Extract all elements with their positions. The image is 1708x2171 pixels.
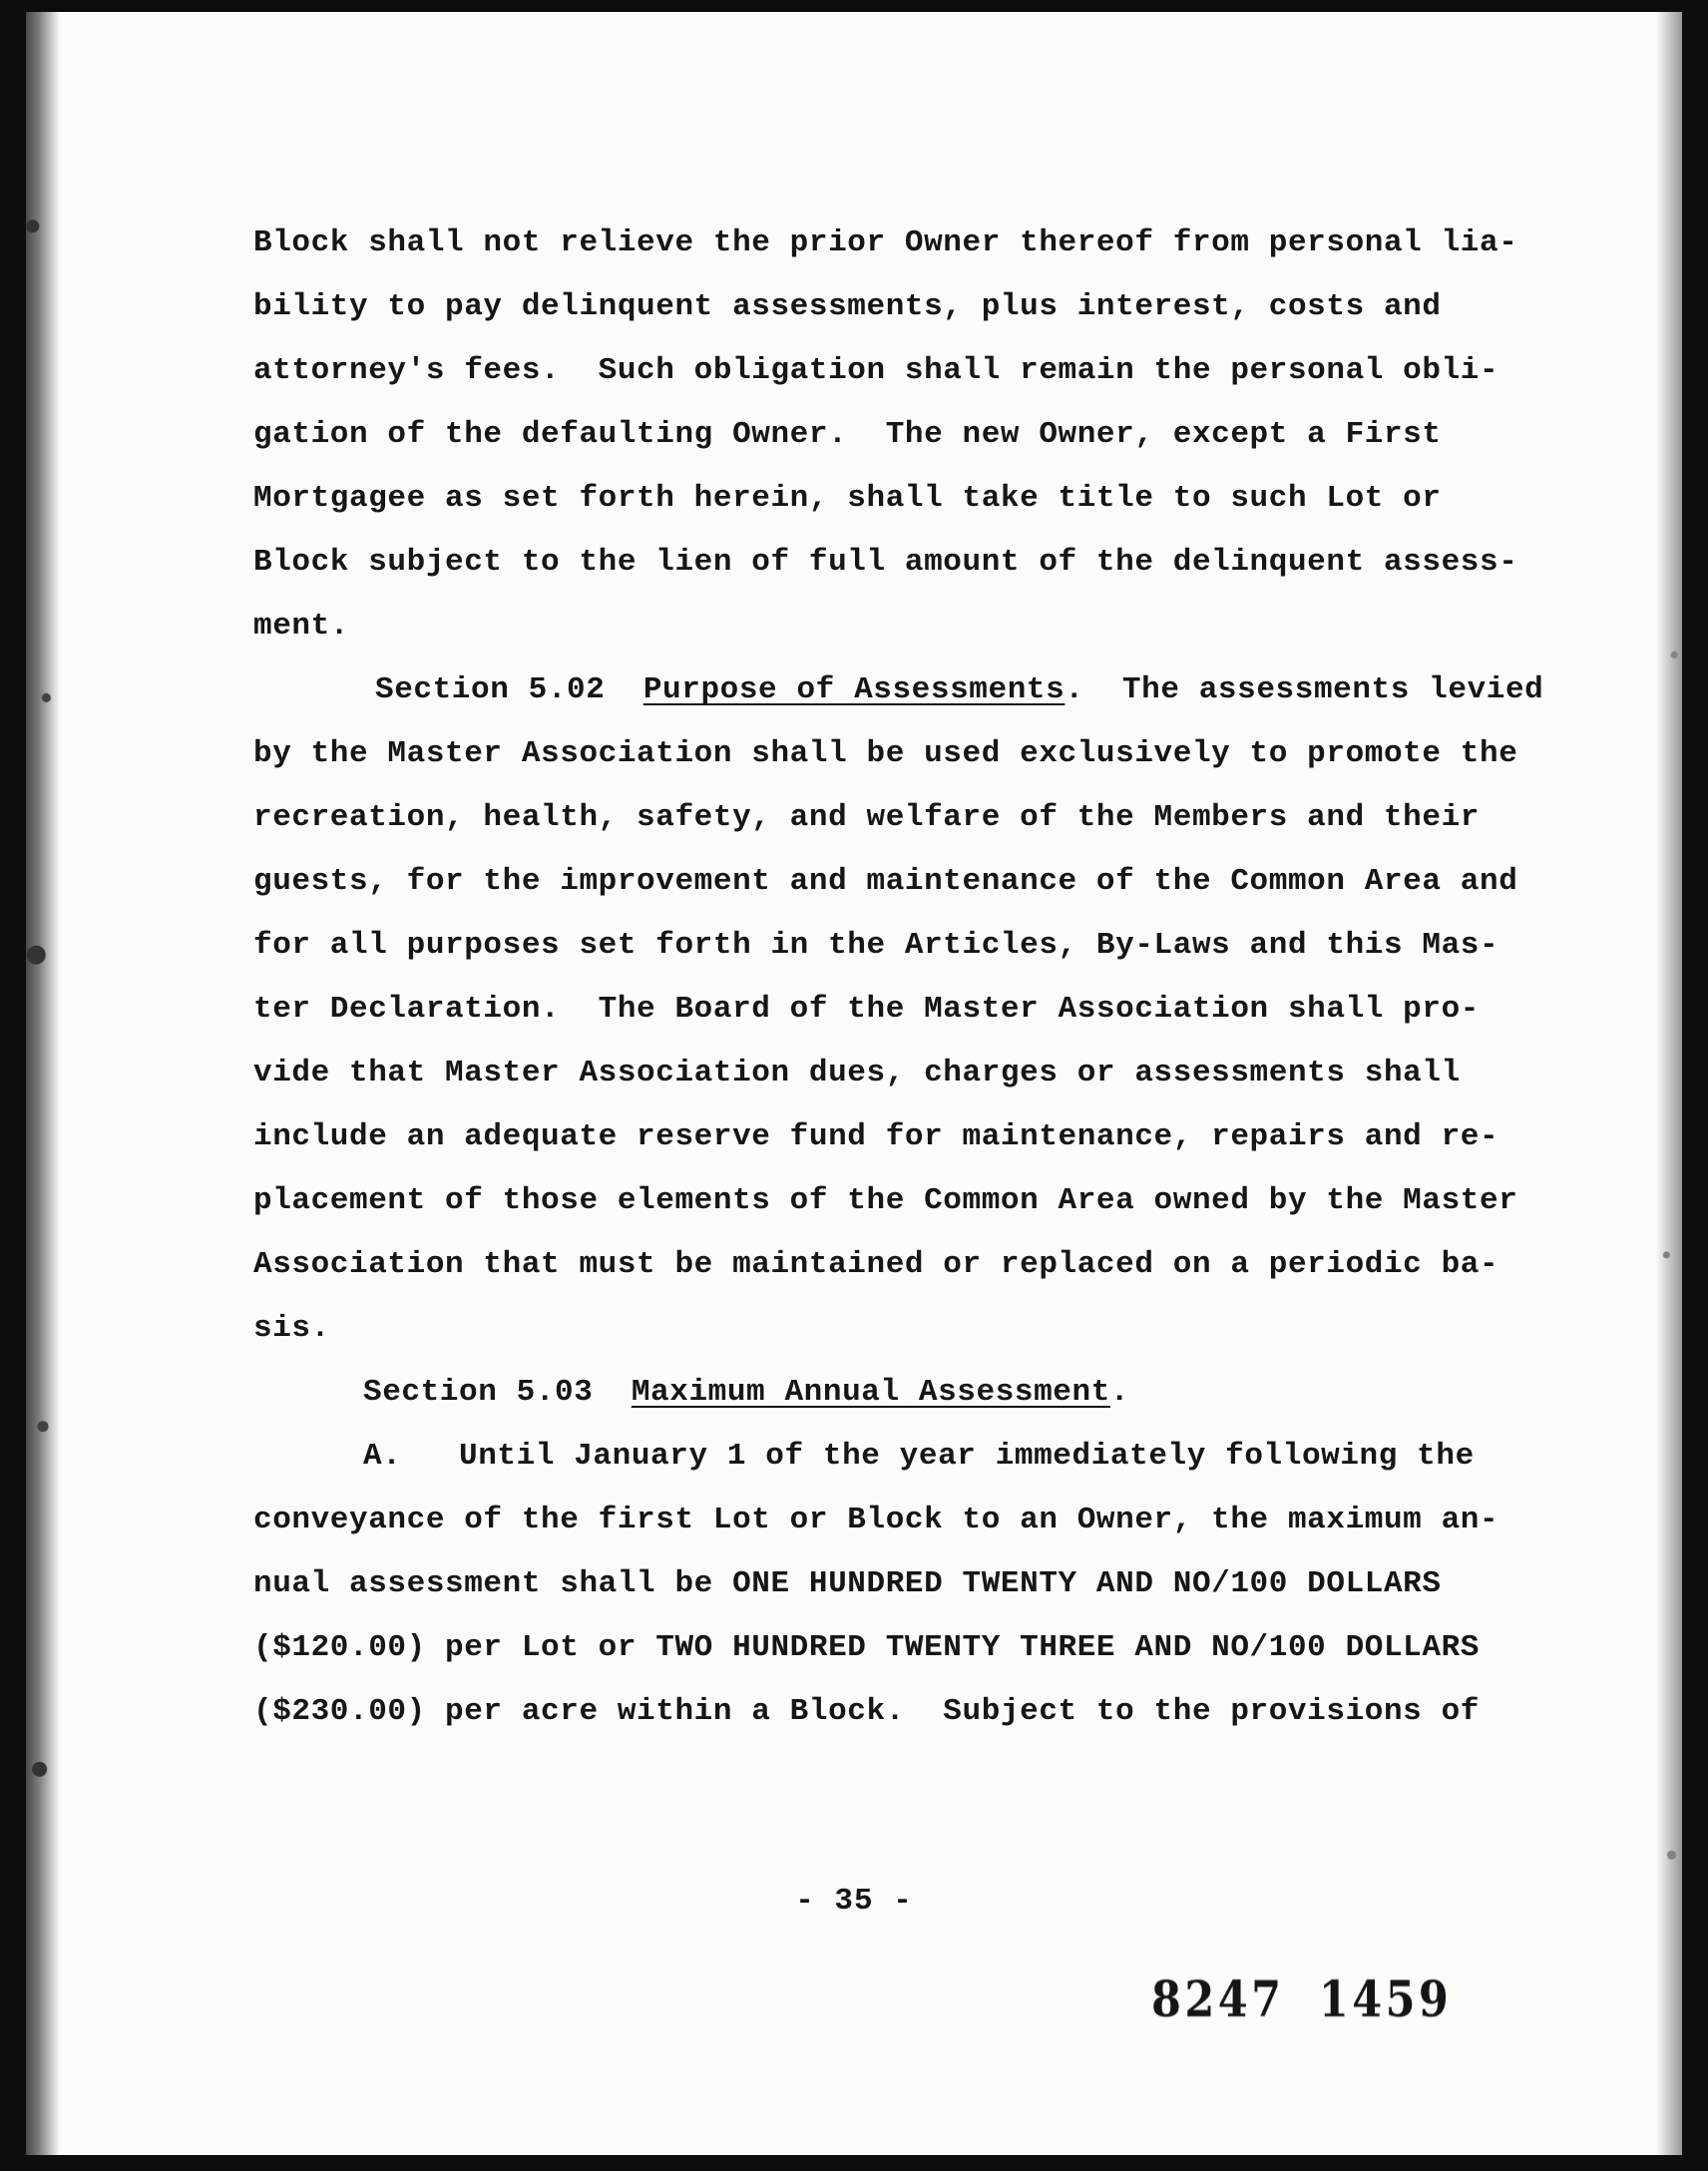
text-line: placement of those elements of the Common Area owned by the Master	[253, 1183, 1518, 1218]
text-line: for all purposes set forth in the Articles, By-Laws and this Mas-	[253, 928, 1499, 963]
text-line: Block shall not relieve the prior Owner thereof from personal lia-	[253, 225, 1518, 260]
record-page-number: 1459	[1318, 1969, 1453, 2028]
section-5-02-first-line: The assessments levied	[1121, 672, 1544, 707]
subsection-a-label: A.	[363, 1439, 402, 1474]
subsection-a-text: Until January 1 of the year immediately following the	[459, 1439, 1475, 1474]
body-text	[253, 212, 1570, 1744]
text-line: attorney's fees. Such obligation shall remain the personal obli-	[253, 353, 1499, 388]
subsection-a-first-line	[253, 1425, 1570, 1489]
text-line: include an adequate reserve fund for maintenance, repairs and re-	[253, 1119, 1499, 1154]
scan-edge-right	[1656, 12, 1682, 2155]
record-book-number: 8247	[1151, 1969, 1285, 2028]
text-line: recreation, health, safety, and welfare of the Members and their	[253, 800, 1480, 835]
text-line: Association that must be maintained or replaced on a periodic ba-	[253, 1247, 1499, 1282]
record-stamp	[1151, 1969, 1452, 2028]
text-line: bility to pay delinquent assessments, plus interest, costs and	[253, 289, 1442, 324]
section-5-02-heading-line: Section 5.02 Purpose of Assessments. The assessments levied	[375, 672, 1544, 707]
text-line: ($120.00) per Lot or TWO HUNDRED TWENTY THREE AND NO/100 DOLLARS	[253, 1630, 1480, 1665]
scan-edge-left	[26, 12, 60, 2155]
text-line: Mortgagee as set forth herein, shall take title to such Lot or	[253, 481, 1442, 516]
section-5-03-heading-line: Section 5.03 Maximum Annual Assessment.	[363, 1375, 1130, 1410]
text-line: vide that Master Association dues, charges or assessments shall	[253, 1056, 1461, 1090]
section-5-03-title: Maximum Annual Assessment	[631, 1375, 1110, 1410]
text-line: Block subject to the lien of full amount of the delinquent assess-	[253, 545, 1518, 580]
section-5-02-number: Section 5.02	[375, 672, 606, 707]
section-5-03-number: Section 5.03	[363, 1375, 594, 1410]
page-number: - 35 -	[795, 1884, 913, 1919]
text-line: guests, for the improvement and maintenance of the Common Area and	[253, 864, 1518, 899]
text-line: ter Declaration. The Board of the Master Association shall pro-	[253, 992, 1480, 1027]
text-line: by the Master Association shall be used exclusively to promote the	[253, 736, 1518, 771]
text-line: gation of the defaulting Owner. The new Owner, except a First	[253, 417, 1442, 452]
text-line: nual assessment shall be ONE HUNDRED TWENTY AND NO/100 DOLLARS	[253, 1566, 1442, 1601]
section-5-02-title: Purpose of Assessments	[642, 672, 1066, 707]
text-line: sis.	[253, 1311, 330, 1346]
scanned-page	[26, 12, 1682, 2155]
text-line: conveyance of the first Lot or Block to an Owner, the maximum an-	[253, 1503, 1499, 1537]
text-line: ($230.00) per acre within a Block. Subject to the provisions of	[253, 1694, 1480, 1729]
text-line: ment.	[253, 609, 350, 644]
